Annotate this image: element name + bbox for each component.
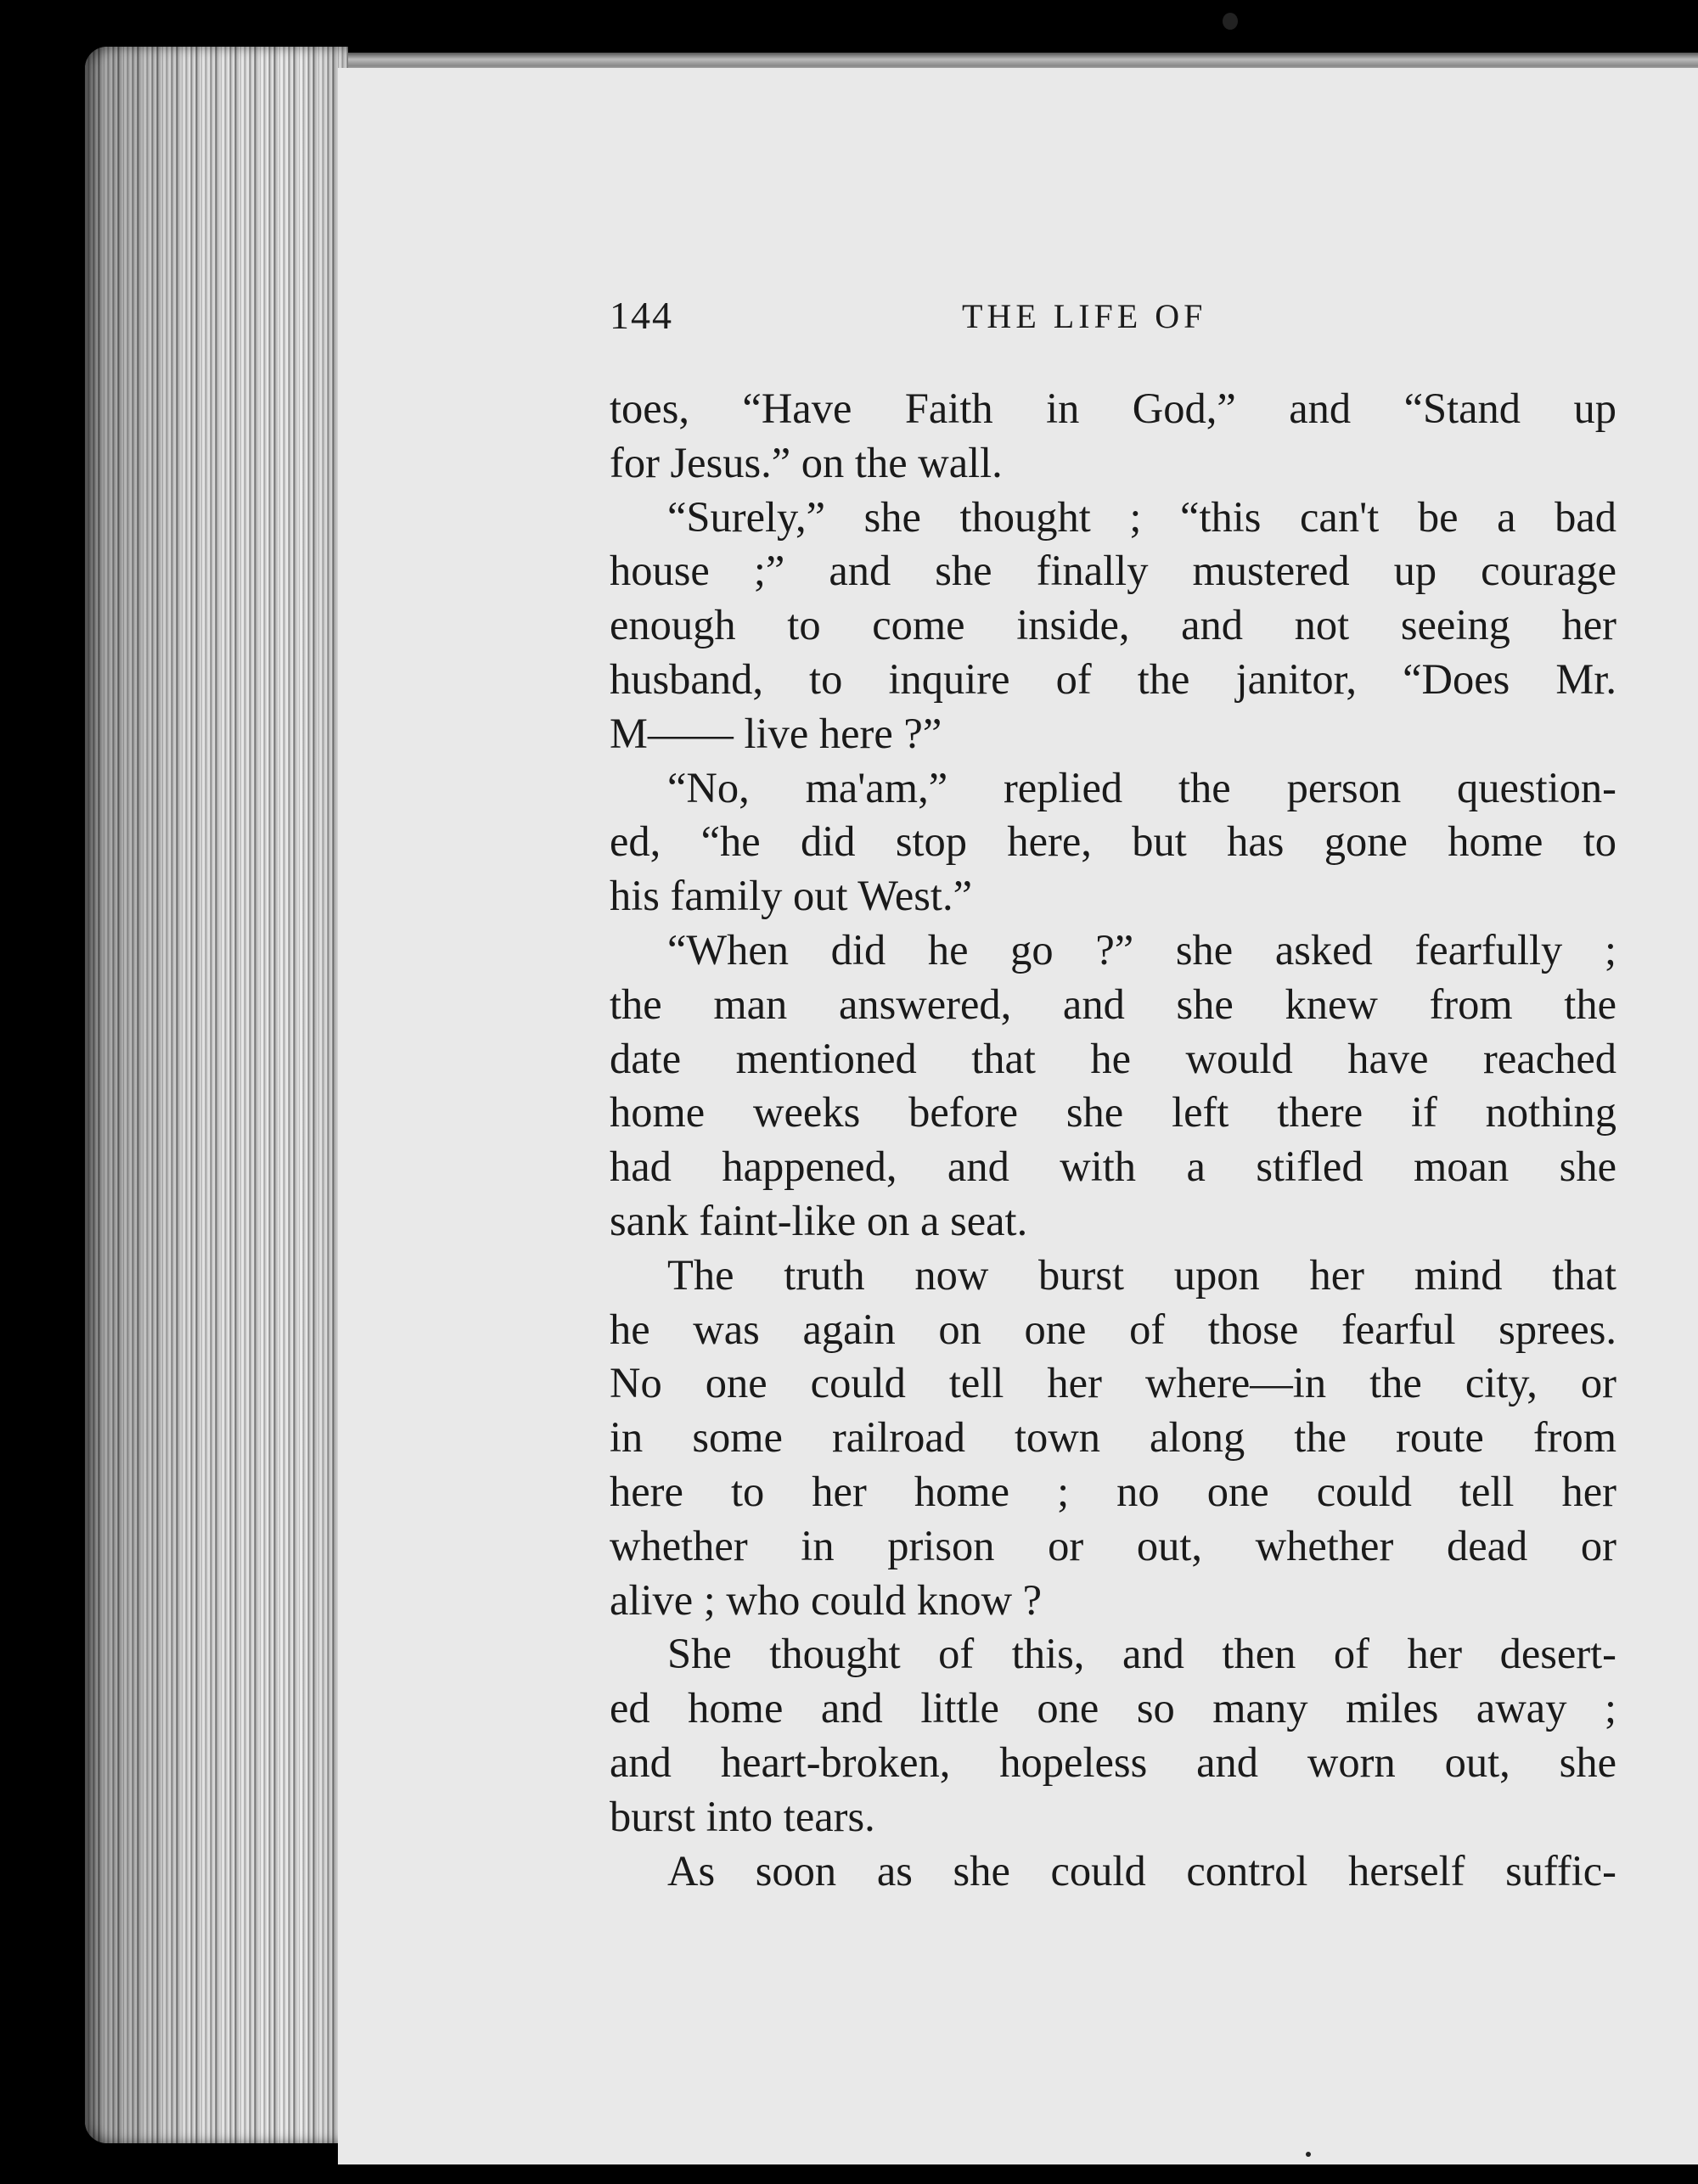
text-line: “When did he go ?” she asked fearfully ;	[667, 925, 1616, 974]
text-line: enough to come inside, and not seeing her	[610, 601, 1616, 649]
text-line: whether in prison or out, whether dead or	[610, 1521, 1616, 1569]
text-line: ed home and little one so many miles away ;	[610, 1684, 1616, 1732]
text-line: for Jesus.” on the wall.	[610, 438, 1003, 486]
text-line: “No, ma'am,” replied the person question-	[667, 763, 1616, 811]
page-number: 144	[610, 294, 673, 337]
page-fore-edges	[85, 47, 348, 2143]
scan-speck	[1223, 13, 1238, 30]
text-line: alive ; who could know ?	[610, 1575, 1043, 1624]
text-line: date mentioned that he would have reached	[610, 1034, 1616, 1082]
text-line: ed, “he did stop here, but has gone home to	[610, 817, 1616, 866]
running-head	[610, 293, 1611, 344]
text-line: No one could tell her where—in the city, or	[610, 1359, 1616, 1407]
text-line: As soon as she could control herself suffic-	[667, 1846, 1616, 1895]
text-line: the man answered, and she knew from the	[610, 980, 1616, 1028]
text-line: he was again on one of those fearful sprees.	[610, 1305, 1616, 1353]
text-line: M—— live here ?”	[610, 709, 942, 757]
edge-shading	[85, 47, 348, 2143]
text-line: The truth now burst upon her mind that	[667, 1250, 1616, 1299]
text-line: here to her home ; no one could tell her	[610, 1467, 1616, 1515]
text-line: in some railroad town along the route from	[610, 1413, 1616, 1462]
scan-speck	[1306, 2152, 1311, 2157]
text-line: had happened, and with a stifled moan she	[610, 1143, 1616, 1191]
text-line: sank faint-like on a seat.	[610, 1196, 1028, 1244]
running-head-title: THE LIFE OF	[962, 297, 1207, 335]
text-line: burst into tears.	[610, 1792, 875, 1840]
body-text	[610, 382, 1616, 1898]
text-line: husband, to inquire of the janitor, “Does Mr.	[610, 654, 1616, 703]
text-line: toes, “Have Faith in God,” and “Stand up	[610, 385, 1616, 432]
text-line: house ;” and she finally mustered up courage	[610, 547, 1616, 595]
text-line: his family out West.”	[610, 872, 973, 920]
text-line: and heart-broken, hopeless and worn out, she	[610, 1738, 1616, 1786]
text-line: home weeks before she left there if nothing	[610, 1088, 1616, 1137]
text-line: She thought of this, and then of her desert-	[667, 1630, 1616, 1678]
text-line: “Surely,” she thought ; “this can't be a bad	[667, 492, 1616, 541]
